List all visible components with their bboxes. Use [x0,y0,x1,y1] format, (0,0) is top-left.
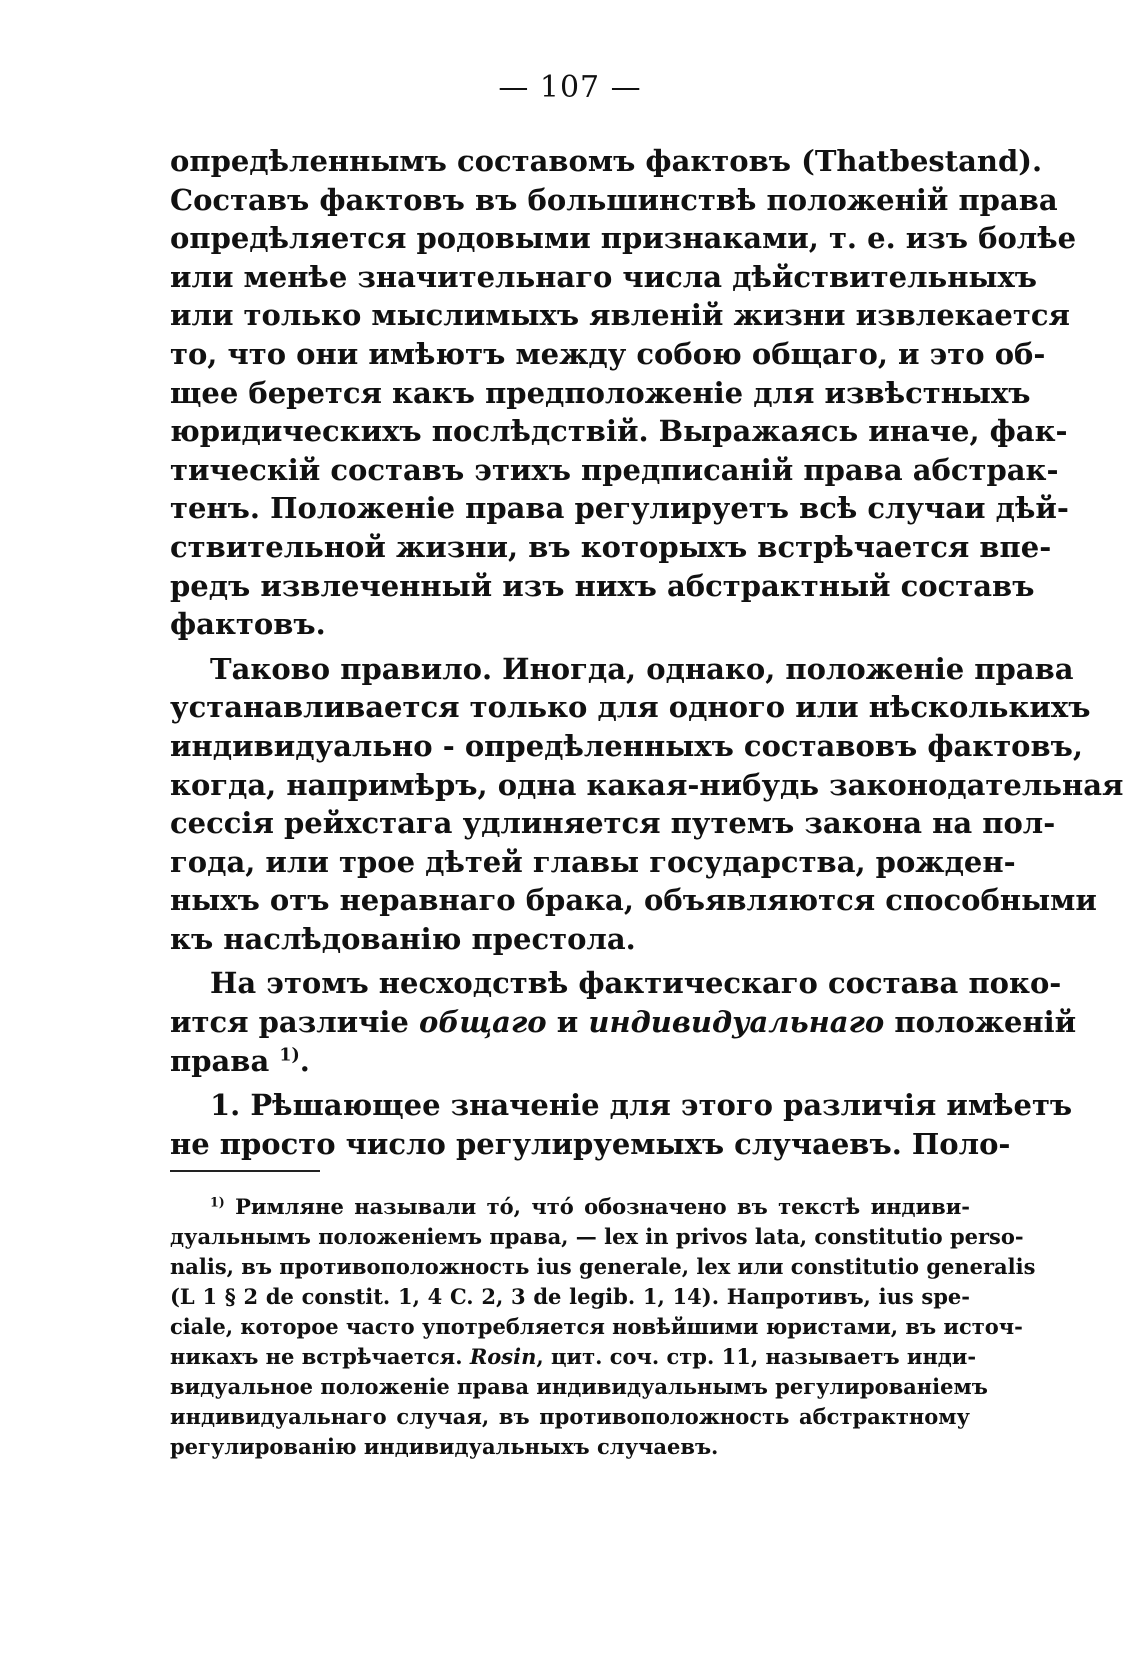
text-fragment: права [170,1043,270,1078]
text-fragment: ится различіе [170,1005,409,1040]
text-line: опредѣленнымъ составомъ фактовъ (Thatbestand). [170,144,1043,178]
text-fragment: положеній [894,1005,1077,1040]
footnote-line [170,1192,970,1222]
footnote-line: индивидуальнаго случая, въ противоположность абстрактному [170,1404,970,1429]
text-line: юридическихъ послѣдствій. Выражаясь иначе, фак- [170,414,1068,449]
footnote [170,1192,1036,1462]
footnote-reference: 1) [279,1045,300,1066]
footnote-line: регулированію индивидуальныхъ случаевъ. [170,1434,719,1459]
text-line: фактовъ. [170,607,326,642]
footnote-line: дуальнымъ положеніемъ права, — lex in privos lata, constitutio perso- [170,1224,1024,1249]
footnote-line: (L 1 § 2 de constit. 1, 4 C. 2, 3 de legib. 1, 14). Напротивъ, ius spe- [170,1284,970,1309]
text-fragment: Римляне называли тó, чтó обозначено въ текстѣ индиви- [235,1194,970,1219]
text-line: 1. Рѣшающее значеніе для этого различія имѣетъ [210,1088,1073,1123]
page-number: — 107 — [498,70,642,105]
text-line-mixed [170,1003,1077,1042]
footnote-divider [170,1170,320,1172]
text-line: щее берется какъ предположеніе для извѣстныхъ [170,375,1031,410]
italic-term-general: общаго [419,1005,547,1040]
footnote-line: видуальное положеніе права индивидуальнымъ регулированіемъ [170,1374,988,1399]
text-line: индивидуально - опредѣленныхъ составовъ фактовъ, [170,728,1084,763]
text-line: тенъ. Положеніе права регулируетъ всѣ случаи дѣй- [170,491,1069,526]
text-fragment: и [556,1005,579,1040]
text-line: тическій составъ этихъ предписаній права абстрак- [170,452,1059,487]
footnote-marker: 1) [210,1194,225,1210]
text-line: не просто число регулируемыхъ случаевъ. Поло- [170,1126,1011,1161]
text-fragment: никахъ не встрѣчается. [170,1344,463,1369]
text-line: то, что они имѣютъ между собою общаго, и это об- [170,336,1046,371]
text-line: или менѣе значительнаго числа дѣйствительныхъ [170,259,1038,294]
italic-author-name: Rosin [469,1344,537,1369]
text-line: редъ извлеченный изъ нихъ абстрактный составъ [170,568,1035,603]
italic-term-individual: индивидуальнаго [588,1005,885,1040]
text-line: устанавливается только для одного или нѣсколькихъ [170,690,1091,725]
footnote-line: ciale, которое часто употребляется новѣйшими юристами, въ источ- [170,1314,1023,1339]
footnote-line-mixed [170,1342,977,1372]
text-line: опредѣляется родовыми признаками, т. е. изъ болѣе [170,221,1077,256]
text-line: Составъ фактовъ въ большинствѣ положеній права [170,182,1058,217]
text-fragment: , цит. соч. стр. 11, называетъ инди- [536,1344,977,1369]
text-line: права $^{1)}$. [170,1043,310,1078]
text-line: когда, напримѣръ, одна какая-нибудь законодательная [170,767,1124,802]
text-line: На этомъ несходствѣ фактическаго состава поко- [210,966,1062,1001]
text-line: къ наслѣдованію престола. [170,921,636,956]
text-line: года, или трое дѣтей главы государства, рожден- [170,844,1016,879]
text-line: сессія рейхстага удлиняется путемъ закона на пол- [170,806,1056,841]
text-line: ныхъ отъ неравнаго брака, объявляются способными [170,883,1097,918]
text-line: Таково правило. Иногда, однако, положеніе права [210,651,1074,686]
main-text [170,142,1124,1163]
footnote-line: nalis, въ противоположность ius generale, lex или constitutio generalis [170,1254,1036,1279]
text-line: ствительной жизни, въ которыхъ встрѣчается впе- [170,529,1052,564]
text-line: или только мыслимыхъ явленій жизни извлекается [170,298,1070,333]
